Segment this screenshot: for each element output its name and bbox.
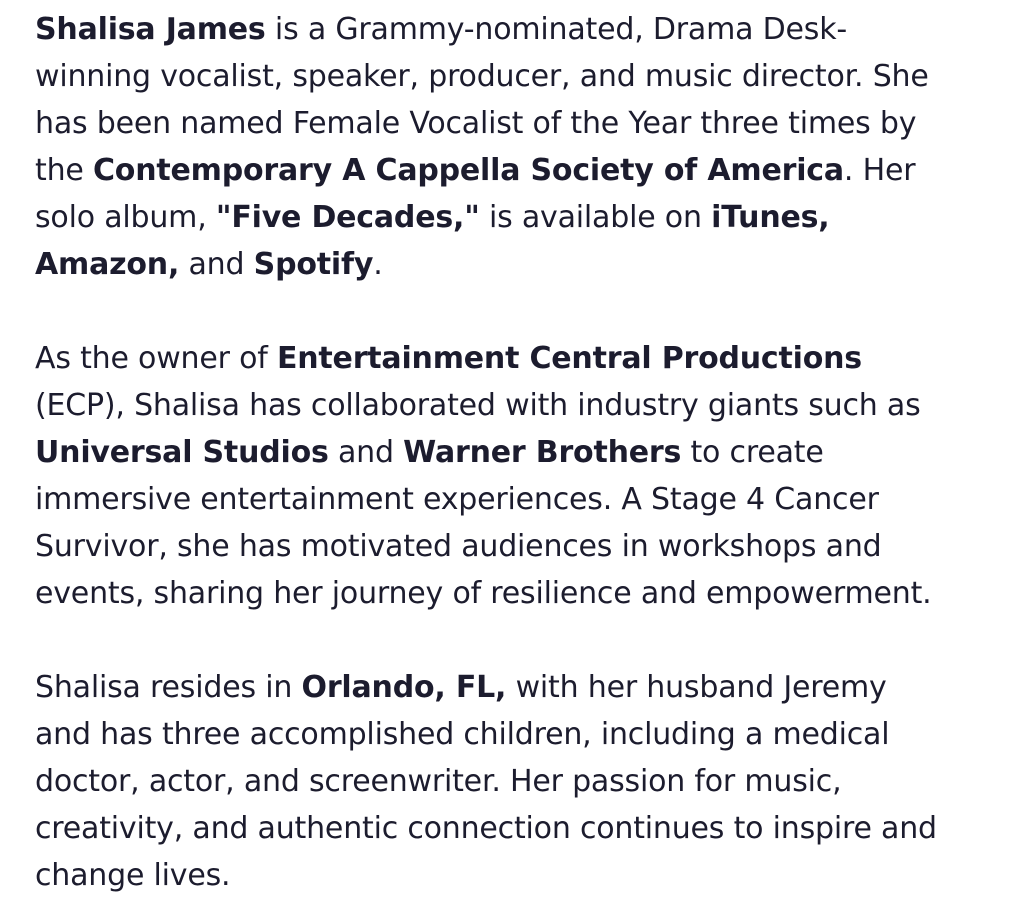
bio-text-span: and xyxy=(179,247,254,282)
name-highlight: Shalisa James xyxy=(35,12,266,47)
bio-text-span: Shalisa resides in xyxy=(35,670,302,705)
bio-text-span: and xyxy=(328,435,404,470)
spotify-highlight: Spotify xyxy=(253,247,374,282)
album-highlight: "Five Decades," xyxy=(215,200,480,235)
bio-line: has been named Female Vocalist of the Year three times by xyxy=(35,106,917,141)
bio-line xyxy=(35,429,995,476)
bio-paragraph-1 xyxy=(35,6,995,288)
bio-line xyxy=(35,6,995,53)
bio-text-span: . Her xyxy=(843,153,916,188)
bio-paragraph-3 xyxy=(35,664,995,899)
bio-line: winning vocalist, speaker, producer, and music director. She xyxy=(35,59,929,94)
itunes-highlight: iTunes, xyxy=(711,200,830,235)
bio-line xyxy=(35,194,995,241)
bio-paragraph-2 xyxy=(35,335,995,617)
universal-highlight: Universal Studios xyxy=(35,435,329,470)
bio-line xyxy=(35,147,995,194)
bio-text-span: to create xyxy=(681,435,824,470)
bio-line: Survivor, she has motivated audiences in workshops and xyxy=(35,529,882,564)
casa-highlight: Contemporary A Cappella Society of America xyxy=(92,153,844,188)
location-highlight: Orlando, FL, xyxy=(301,670,507,705)
amazon-highlight: Amazon, xyxy=(35,247,180,282)
ecp-highlight: Entertainment Central Productions xyxy=(276,341,862,376)
bio-line: change lives. xyxy=(35,858,231,893)
bio-text-span: with her husband Jeremy xyxy=(506,670,887,705)
bio-text-span: As the owner of xyxy=(35,341,277,376)
bio-line: immersive entertainment experiences. A Stage 4 Cancer xyxy=(35,482,879,517)
bio-text-span: is a Grammy-nominated, Drama Desk- xyxy=(265,12,848,47)
bio-line xyxy=(35,664,995,711)
bio-text-span: . xyxy=(373,247,383,282)
bio-text-span: the xyxy=(35,153,93,188)
warner-highlight: Warner Brothers xyxy=(403,435,682,470)
bio-line: and has three accomplished children, including a medical xyxy=(35,717,890,752)
bio-text-span: is available on xyxy=(479,200,712,235)
bio-line: doctor, actor, and screenwriter. Her passion for music, xyxy=(35,764,842,799)
bio-text xyxy=(35,6,995,899)
bio-line xyxy=(35,335,995,382)
bio-text-span: solo album, xyxy=(35,200,216,235)
bio-line: events, sharing her journey of resilience and empowerment. xyxy=(35,576,932,611)
bio-line: (ECP), Shalisa has collaborated with industry giants such as xyxy=(35,388,921,423)
bio-line: creativity, and authentic connection continues to inspire and xyxy=(35,811,937,846)
bio-line xyxy=(35,241,995,288)
